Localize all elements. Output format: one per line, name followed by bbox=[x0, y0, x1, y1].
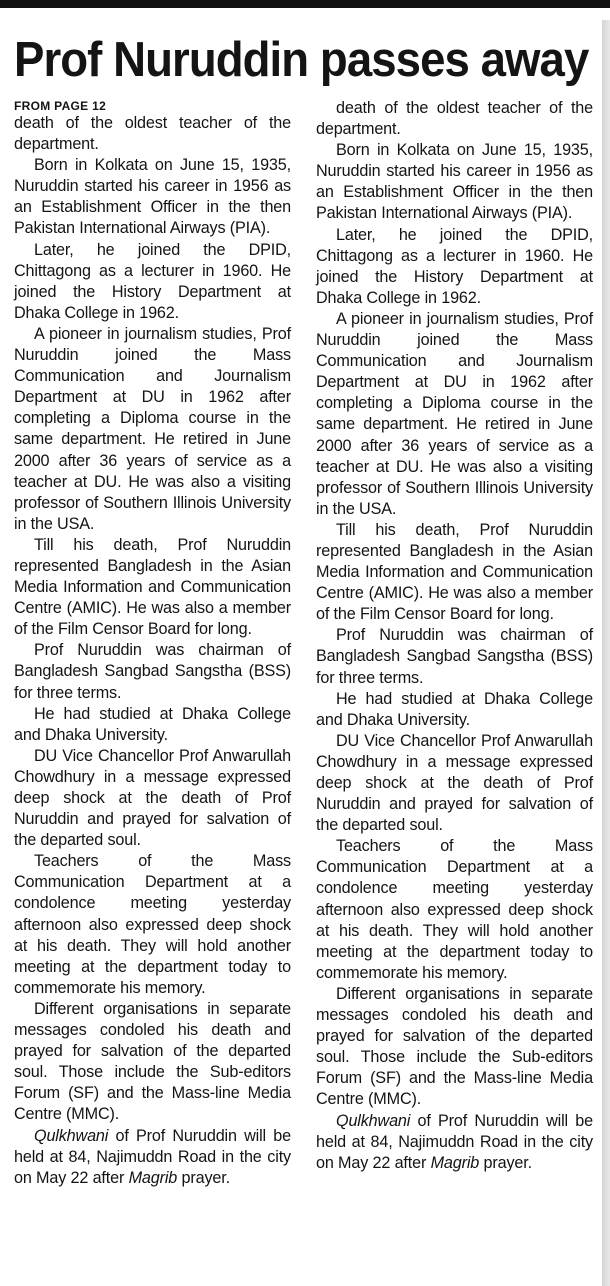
text-run: prayer. bbox=[177, 1168, 230, 1187]
paragraph: Teachers of the Mass Communication Department at a condolence meeting yesterday afternoon also expressed deep shock at his death. They will hold another meeting at the department today to commemorate his memory. bbox=[316, 837, 593, 982]
paragraph bbox=[316, 1111, 593, 1174]
italic-term: Qulkhwani bbox=[34, 1126, 109, 1145]
headline: Prof Nuruddin passes away bbox=[14, 33, 589, 87]
paragraph: Different organisations in separate messages condoled his death and prayed for salvation of the departed soul. Those include the Sub-editors Forum (SF) and the Mass-line Media Centre (MMC). bbox=[14, 999, 291, 1124]
jump-label: FROM PAGE 12 bbox=[14, 99, 107, 113]
paragraph: Prof Nuruddin was chairman of Bangladesh Sangbad Sangstha (BSS) for three terms. bbox=[14, 641, 291, 702]
paragraph: Till his death, Prof Nuruddin represented Bangladesh in the Asian Media Information and Communication Centre (AMIC). He was also a member of the Film Censor Board for long. bbox=[14, 535, 291, 639]
paragraph: Different organisations in separate messages condoled his death and prayed for salvation of the departed soul. Those include the Sub-editors Forum (SF) and the Mass-line Media Centre (MMC). bbox=[316, 984, 593, 1109]
right-column bbox=[316, 98, 593, 1174]
paragraph: death of the oldest teacher of the department. bbox=[14, 114, 291, 154]
text-run: prayer. bbox=[479, 1153, 532, 1172]
text-run: of Prof Nuruddin will be held at 84, Najimuddn Road in the city on May 22 after bbox=[316, 1111, 593, 1172]
left-column bbox=[14, 97, 291, 1189]
paragraph: Till his death, Prof Nuruddin represented Bangladesh in the Asian Media Information and Communication Centre (AMIC). He was also a member of the Film Censor Board for long. bbox=[316, 520, 593, 624]
page-edge bbox=[599, 20, 610, 1286]
paragraph bbox=[14, 1126, 291, 1189]
paragraph: Born in Kolkata on June 15, 1935, Nuruddin started his career in 1956 as an Establishment Officer in the then Pakistan International Airways (PIA). bbox=[316, 141, 593, 223]
italic-term: Magrib bbox=[430, 1153, 480, 1172]
paragraph: DU Vice Chancellor Prof Anwarullah Chowdhury in a message expressed deep shock at the death of Prof Nuruddin and prayed for salvation of the departed soul. bbox=[316, 731, 593, 835]
paragraph: He had studied at Dhaka College and Dhaka University. bbox=[14, 704, 291, 744]
paragraph: Born in Kolkata on June 15, 1935, Nuruddin started his career in 1956 as an Establishment Officer in the then Pakistan International Airways (PIA). bbox=[14, 156, 291, 238]
paragraph: Teachers of the Mass Communication Department at a condolence meeting yesterday afternoon also expressed deep shock at his death. They will hold another meeting at the department today to commemorate his memory. bbox=[14, 852, 291, 997]
paragraph: He had studied at Dhaka College and Dhaka University. bbox=[316, 689, 593, 729]
italic-term: Magrib bbox=[128, 1168, 178, 1187]
paragraph: Later, he joined the DPID, Chittagong as a lecturer in 1960. He joined the History Department at Dhaka College in 1962. bbox=[316, 225, 593, 307]
top-rule bbox=[0, 0, 610, 8]
paragraph: Prof Nuruddin was chairman of Bangladesh Sangbad Sangstha (BSS) for three terms. bbox=[316, 626, 593, 687]
paragraph: death of the oldest teacher of the department. bbox=[316, 99, 593, 139]
italic-term: Qulkhwani bbox=[336, 1111, 411, 1130]
paragraph: A pioneer in journalism studies, Prof Nuruddin joined the Mass Communication and Journalism Department at DU in 1962 after completing a Diploma course in the same department. He retired in June 2000 after 36 years of service as a teacher at DU. He was also a visiting professor of Southern Illinois University in the USA. bbox=[316, 309, 593, 518]
text-run: of Prof Nuruddin will be held at 84, Najimuddn Road in the city on May 22 after bbox=[14, 1126, 291, 1187]
paragraph: DU Vice Chancellor Prof Anwarullah Chowdhury in a message expressed deep shock at the death of Prof Nuruddin and prayed for salvation of the departed soul. bbox=[14, 746, 291, 850]
paragraph: Later, he joined the DPID, Chittagong as a lecturer in 1960. He joined the History Department at Dhaka College in 1962. bbox=[14, 240, 291, 322]
paragraph: A pioneer in journalism studies, Prof Nuruddin joined the Mass Communication and Journalism Department at DU in 1962 after completing a Diploma course in the same department. He retired in June 2000 after 36 years of service as a teacher at DU. He was also a visiting professor of Southern Illinois University in the USA. bbox=[14, 324, 291, 533]
